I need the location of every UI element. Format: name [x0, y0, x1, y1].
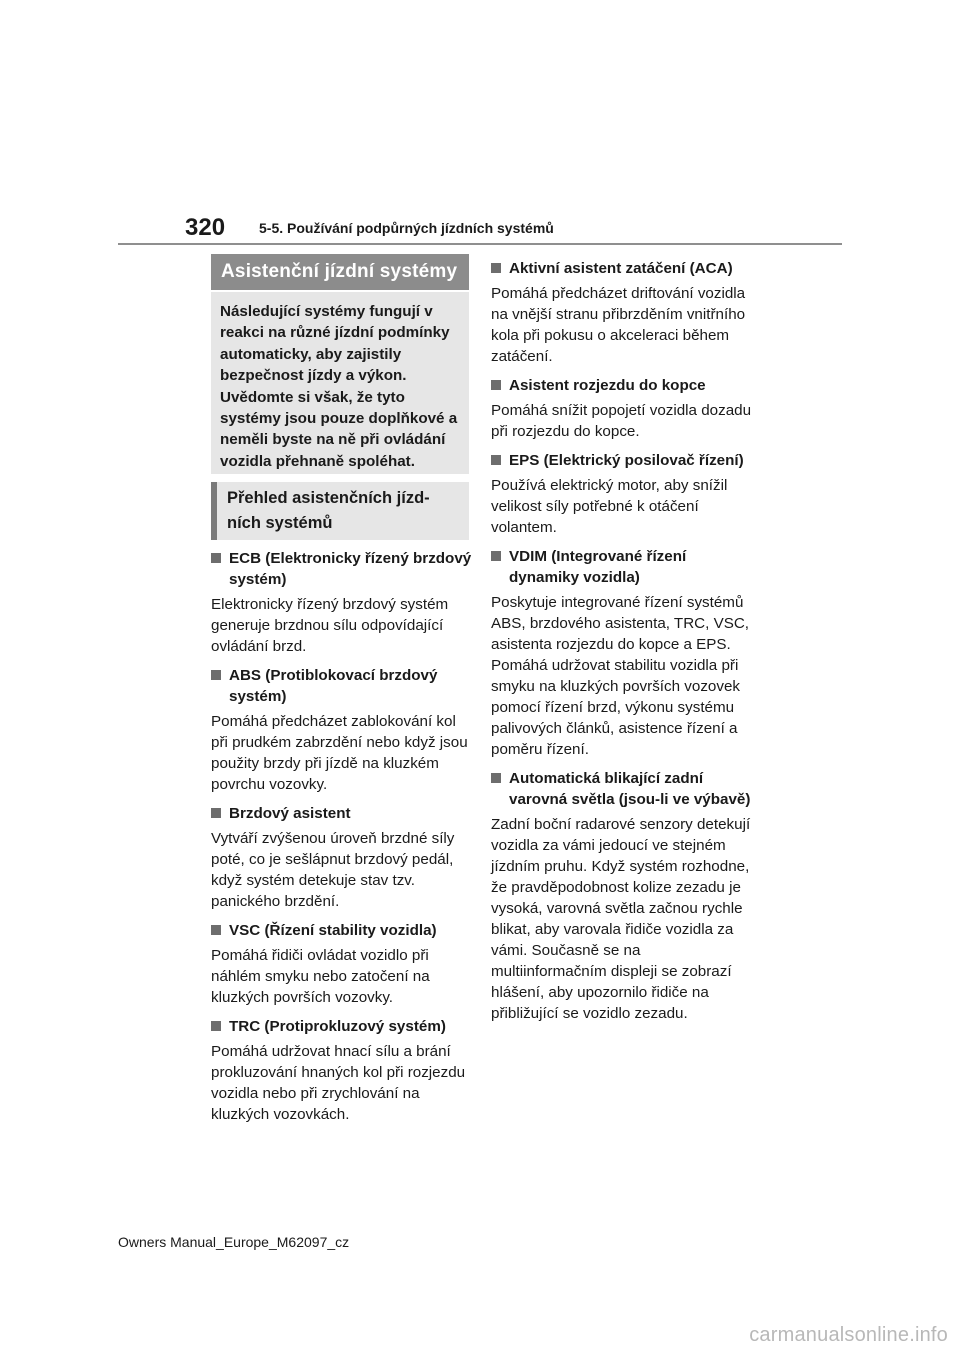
footer-manual-id: Owners Manual_Europe_M62097_cz: [118, 1234, 350, 1250]
item-heading: [211, 920, 473, 941]
overview-heading-line1: Přehled asistenčních jízd-: [227, 489, 430, 507]
list-item: [491, 450, 753, 538]
item-title: VSC (Řízení stability vozidla): [229, 922, 437, 939]
item-body: Pomáhá udržovat hnací sílu a brání prokluzování hnaných kol při rozjezdu vozidla nebo při zrychlování na kluzkých vozovkách.: [211, 1043, 466, 1123]
item-heading: [211, 803, 473, 824]
list-item: [211, 803, 473, 912]
item-title: VDIM (Integrované řízení dynamiky vozidla): [509, 548, 687, 586]
item-heading: [211, 548, 473, 590]
item-body: Zadní boční radarové senzory detekují vozidla za vámi jedoucí ve stejném jízdním pruhu. Když systém rozhodne, že pravděpodobnost kolize zezadu je vysoká, varovná světla začnou rychle blikat, aby varovala řidiče vozidla za vámi. Současně se na multiinformačním displeji se zobrazí hlášení, aby upozornilo řidiče na přibližující se vozidlo zezadu.: [491, 816, 751, 1022]
section-breadcrumb: 5-5. Používání podpůrných jízdních systémů: [259, 220, 554, 236]
list-item: [491, 768, 753, 1024]
section-title-bar: [211, 254, 469, 290]
bullet-square-icon: [211, 808, 221, 818]
item-title: Automatická blikající zadní varovná světla (jsou-li ve výbavě): [509, 770, 751, 808]
item-body: Pomáhá řidiči ovládat vozidlo při náhlém smyku nebo zatočení na kluzkých površích vozovky.: [211, 947, 430, 1006]
item-heading: [491, 375, 753, 396]
item-body: Pomáhá snížit popojetí vozidla dozadu při rozjezdu do kopce.: [491, 402, 752, 440]
item-body: Elektronicky řízený brzdový systém generuje brzdnou sílu odpovídající ovládání brzd.: [211, 596, 449, 655]
item-heading: [491, 546, 753, 588]
list-item: [491, 546, 753, 760]
overview-heading: [211, 482, 469, 540]
item-title: Aktivní asistent zatáčení (ACA): [509, 260, 733, 277]
item-title: EPS (Elektrický posilovač řízení): [509, 452, 744, 469]
page-number: 320: [185, 214, 226, 241]
item-title: TRC (Protiprokluzový systém): [229, 1018, 446, 1035]
item-body: Pomáhá předcházet driftování vozidla na vnější stranu přibrzděním vnitřního kola při pokusu o akceleraci během zatáčení.: [491, 285, 746, 365]
intro-box: [211, 292, 469, 474]
section-title: Asistenční jízdní systémy: [221, 261, 458, 282]
item-body: Vytváří zvýšenou úroveň brzdné síly poté, co je sešlápnut brzdový pedál, když systém detekuje stav tzv. panického brzdění.: [211, 830, 455, 910]
list-item: [211, 1016, 473, 1125]
watermark: carmanualsonline.info: [749, 1324, 948, 1346]
item-body: Poskytuje integrované řízení systémů ABS, brzdového asistenta, TRC, VSC, asistenta rozjezdu do kopce a EPS. Pomáhá udržovat stabilitu vozidla při smyku na kluzkých površích vozovek pomocí řízení brzd, výkonu systému palivových článků, asistence řízení a poměru řízení.: [491, 594, 750, 758]
item-heading: [491, 258, 753, 279]
intro-text: Následující systémy fungují v reakci na různé jízdní podmínky automaticky, aby zajistily bezpečnost jízdy a výkon. Uvědomte si však, že tyto systémy jsou pouze doplňkové a neměli byste na ně při ovládání vozidla přehnaně spoléhat.: [220, 303, 458, 470]
bullet-square-icon: [211, 925, 221, 935]
list-item: [211, 920, 473, 1008]
item-title: Asistent rozjezdu do kopce: [509, 377, 706, 394]
bullet-square-icon: [491, 551, 501, 561]
left-column: [211, 548, 473, 1133]
bullet-square-icon: [491, 263, 501, 273]
bullet-square-icon: [491, 380, 501, 390]
bullet-square-icon: [491, 455, 501, 465]
item-title: ECB (Elektronicky řízený brzdový systém): [229, 550, 472, 588]
item-heading: [211, 1016, 473, 1037]
item-heading: [491, 450, 753, 471]
item-heading: [211, 665, 473, 707]
list-item: [211, 665, 473, 795]
list-item: [491, 375, 753, 442]
bullet-square-icon: [211, 1021, 221, 1031]
header-divider: [118, 243, 842, 245]
item-body: Pomáhá předcházet zablokování kol při prudkém zabrzdění nebo když jsou použity brzdy při jízdě na kluzkém povrchu vozovky.: [211, 713, 468, 793]
overview-heading-line2: ních systémů: [227, 513, 333, 532]
bullet-square-icon: [211, 553, 221, 563]
bullet-square-icon: [491, 773, 501, 783]
list-item: [211, 548, 473, 657]
item-body: Používá elektrický motor, aby snížil velikost síly potřebné k otáčení volantem.: [491, 477, 728, 536]
bullet-square-icon: [211, 670, 221, 680]
item-title: Brzdový asistent: [229, 805, 351, 822]
item-heading: [491, 768, 753, 810]
item-title: ABS (Protiblokovací brzdový systém): [229, 667, 438, 705]
list-item: [491, 258, 753, 367]
right-column: [491, 258, 753, 1032]
